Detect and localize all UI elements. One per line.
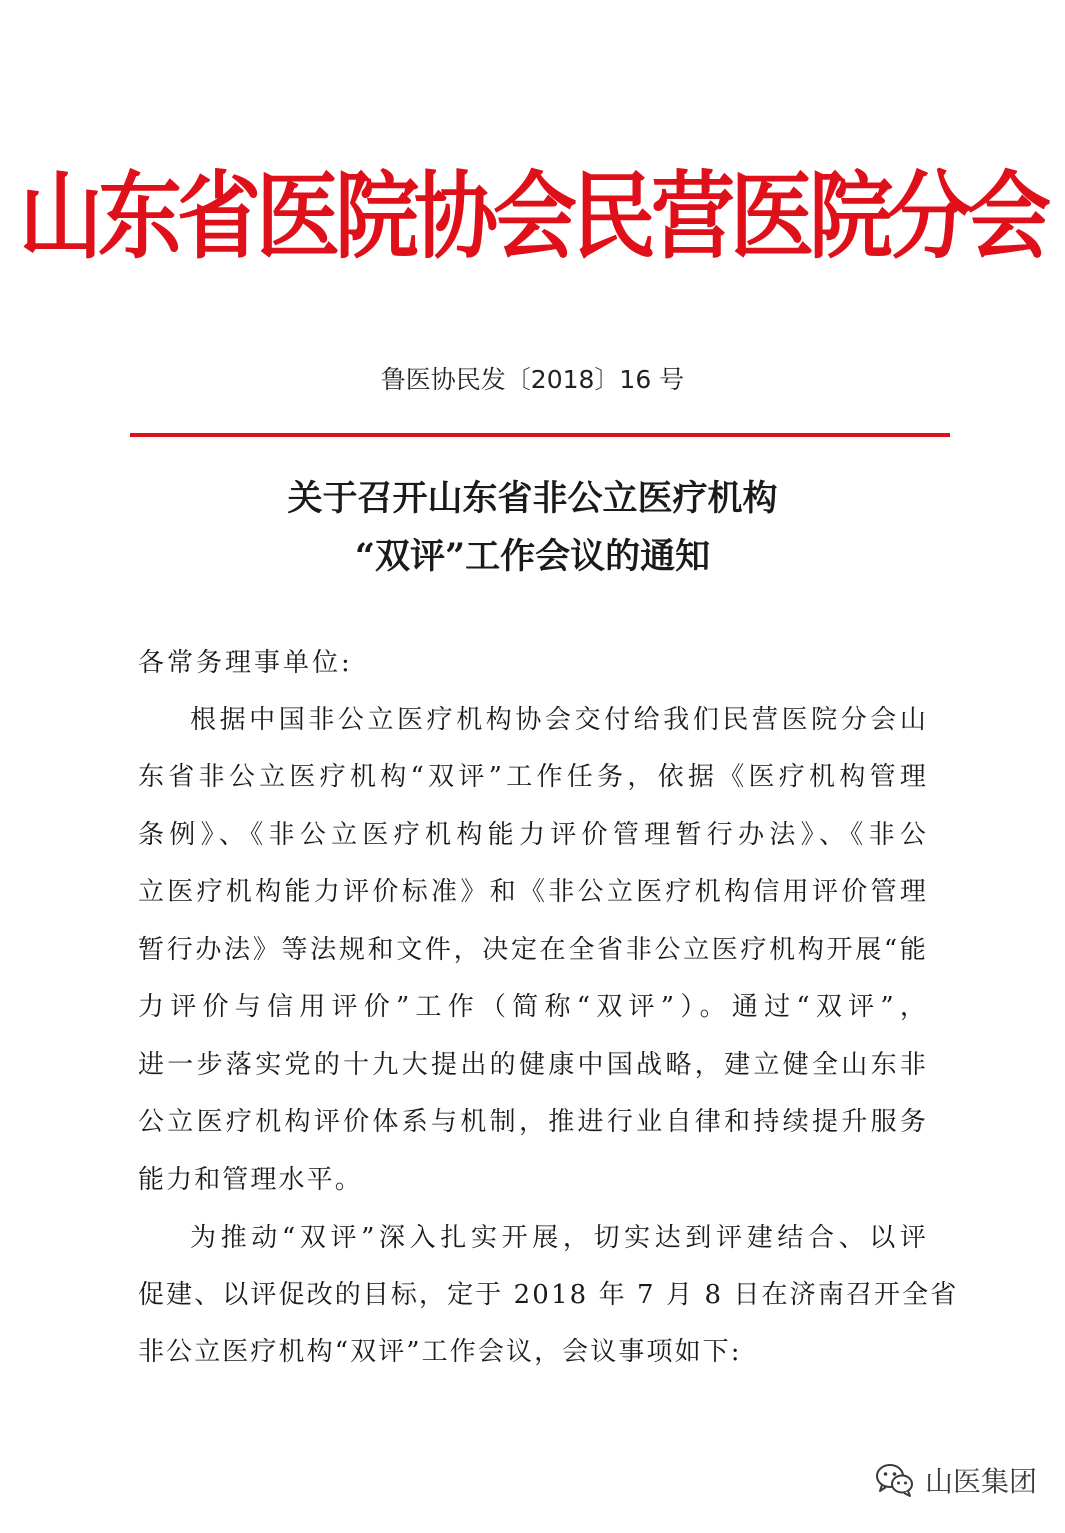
paragraph-line: 立医疗机构能力评价标准》和《非公立医疗机构信用评价管理 (138, 877, 928, 907)
paragraph-line: 力评价与信用评价”工作（简称“双评”）。通过“双评”， (138, 992, 928, 1022)
organization-header: 山东省医院协会民营医院分会 (18, 160, 1046, 272)
paragraph-line: 非公立医疗机构“双评”工作会议，会议事项如下: (138, 1337, 742, 1367)
paragraph-line: 公立医疗机构评价体系与机制，推进行业自律和持续提升服务 (138, 1107, 928, 1137)
wechat-icon (875, 1462, 915, 1498)
document-number: 鲁医协民发〔2018〕16 号 (380, 365, 685, 394)
paragraph-line: 东省非公立医疗机构“双评”工作任务，依据《医疗机构管理 (138, 762, 928, 792)
paragraph-line: 条例》、《非公立医疗机构能力评价管理暂行办法》、《非公 (138, 820, 928, 850)
paragraph-line: 暂行办法》等法规和文件，决定在全省非公立医疗机构开展“能 (138, 935, 928, 965)
notice-title-line-1: 关于召开山东省非公立医疗机构 (287, 478, 778, 519)
account-watermark (875, 1452, 1037, 1508)
paragraph-line: 促建、以评促改的目标，定于 2018 年 7 月 8 日在济南召开全省 (138, 1280, 959, 1310)
notice-title-line-2: “双评”工作会议的通知 (354, 536, 711, 577)
notice-title (0, 470, 1065, 586)
salutation: 各常务理事单位: (138, 648, 353, 678)
paragraph-line: 为推动“双评”深入扎实开展，切实达到评建结合、以评 (190, 1223, 928, 1253)
paragraph-line: 进一步落实党的十九大提出的健康中国战略，建立健全山东非 (138, 1050, 928, 1080)
watermark-text: 山医集团 (925, 1465, 1038, 1498)
red-divider-line (130, 433, 950, 437)
paragraph-line: 根据中国非公立医疗机构协会交付给我们民营医院分会山 (190, 705, 928, 735)
paragraph-line: 能力和管理水平。 (138, 1165, 363, 1195)
